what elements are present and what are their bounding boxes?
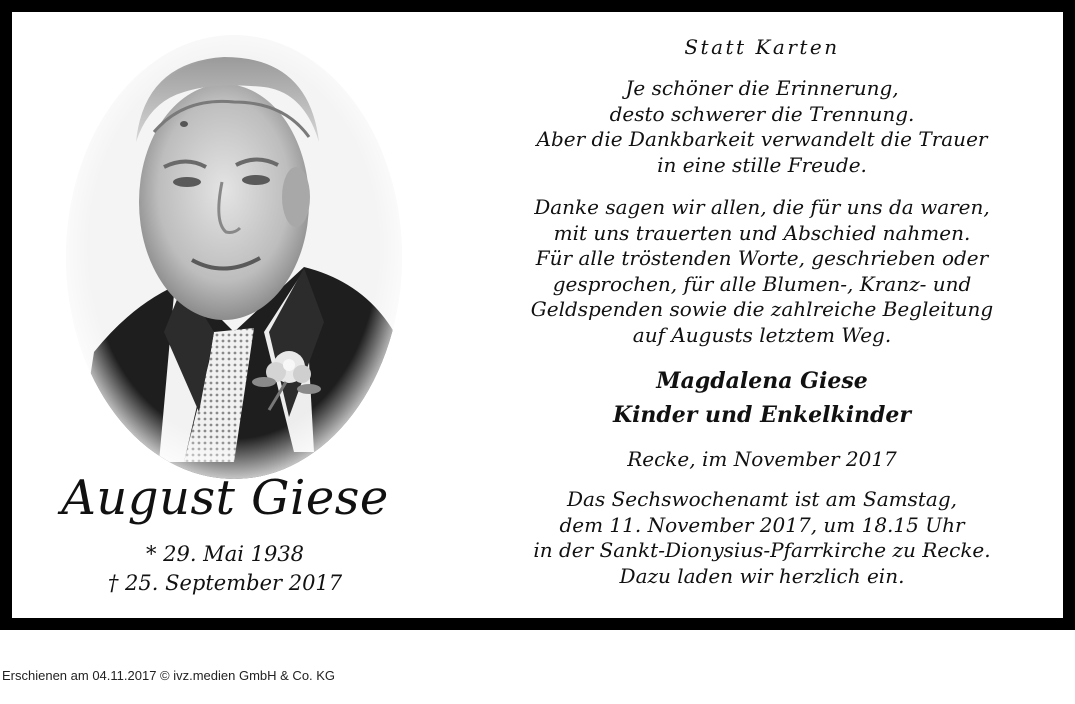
service-line: in der Sankt-Dionysius-Pfarrkirche zu Recke. bbox=[533, 538, 991, 562]
thanks-line: Für alle tröstenden Worte, geschrieben oder bbox=[535, 246, 989, 270]
thanks-paragraph bbox=[482, 195, 1042, 348]
birth-date: * 29. Mai 1938 bbox=[145, 542, 305, 566]
service-announcement bbox=[482, 487, 1042, 589]
thanks-line: mit uns trauerten und Abschied nahmen. bbox=[553, 220, 971, 245]
family-line: Magdalena Giese bbox=[656, 368, 868, 394]
life-dates bbox=[12, 540, 438, 598]
place-date: Recke, im November 2017 bbox=[627, 447, 897, 471]
thanks-line: Geldspenden sowie die zahlreiche Begleitung bbox=[530, 297, 994, 321]
quote-line: Je schöner die Erinnerung, bbox=[625, 76, 899, 100]
notice-content bbox=[12, 12, 1063, 618]
notice-heading: Statt Karten bbox=[684, 35, 840, 59]
thanks-line: auf Augusts letztem Weg. bbox=[632, 322, 892, 347]
right-column bbox=[482, 34, 1042, 589]
family-signature bbox=[482, 364, 1042, 432]
death-date: † 25. September 2017 bbox=[107, 571, 343, 595]
service-line: Das Sechswochenamt ist am Samstag, bbox=[567, 487, 957, 511]
left-column bbox=[12, 12, 482, 618]
portrait-photo bbox=[64, 32, 404, 482]
publication-credit: Erschienen am 04.11.2017 © ivz.medien GmbH & Co. KG bbox=[2, 668, 336, 683]
quote-line: desto schwerer die Trennung. bbox=[609, 101, 915, 126]
thanks-line: Danke sagen wir allen, die für uns da waren, bbox=[534, 195, 990, 219]
memorial-quote bbox=[482, 76, 1042, 178]
quote-line: Aber die Dankbarkeit verwandelt die Trauer bbox=[536, 127, 988, 151]
service-line: Dazu laden wir herzlich ein. bbox=[619, 563, 905, 588]
family-line: Kinder und Enkelkinder bbox=[612, 402, 912, 428]
service-line: dem 11. November 2017, um 18.15 Uhr bbox=[559, 512, 965, 537]
thanks-line: gesprochen, für alle Blumen-, Kranz- und bbox=[552, 271, 972, 296]
deceased-name: August Giese bbox=[61, 470, 389, 526]
quote-line: in eine stille Freude. bbox=[657, 152, 867, 177]
